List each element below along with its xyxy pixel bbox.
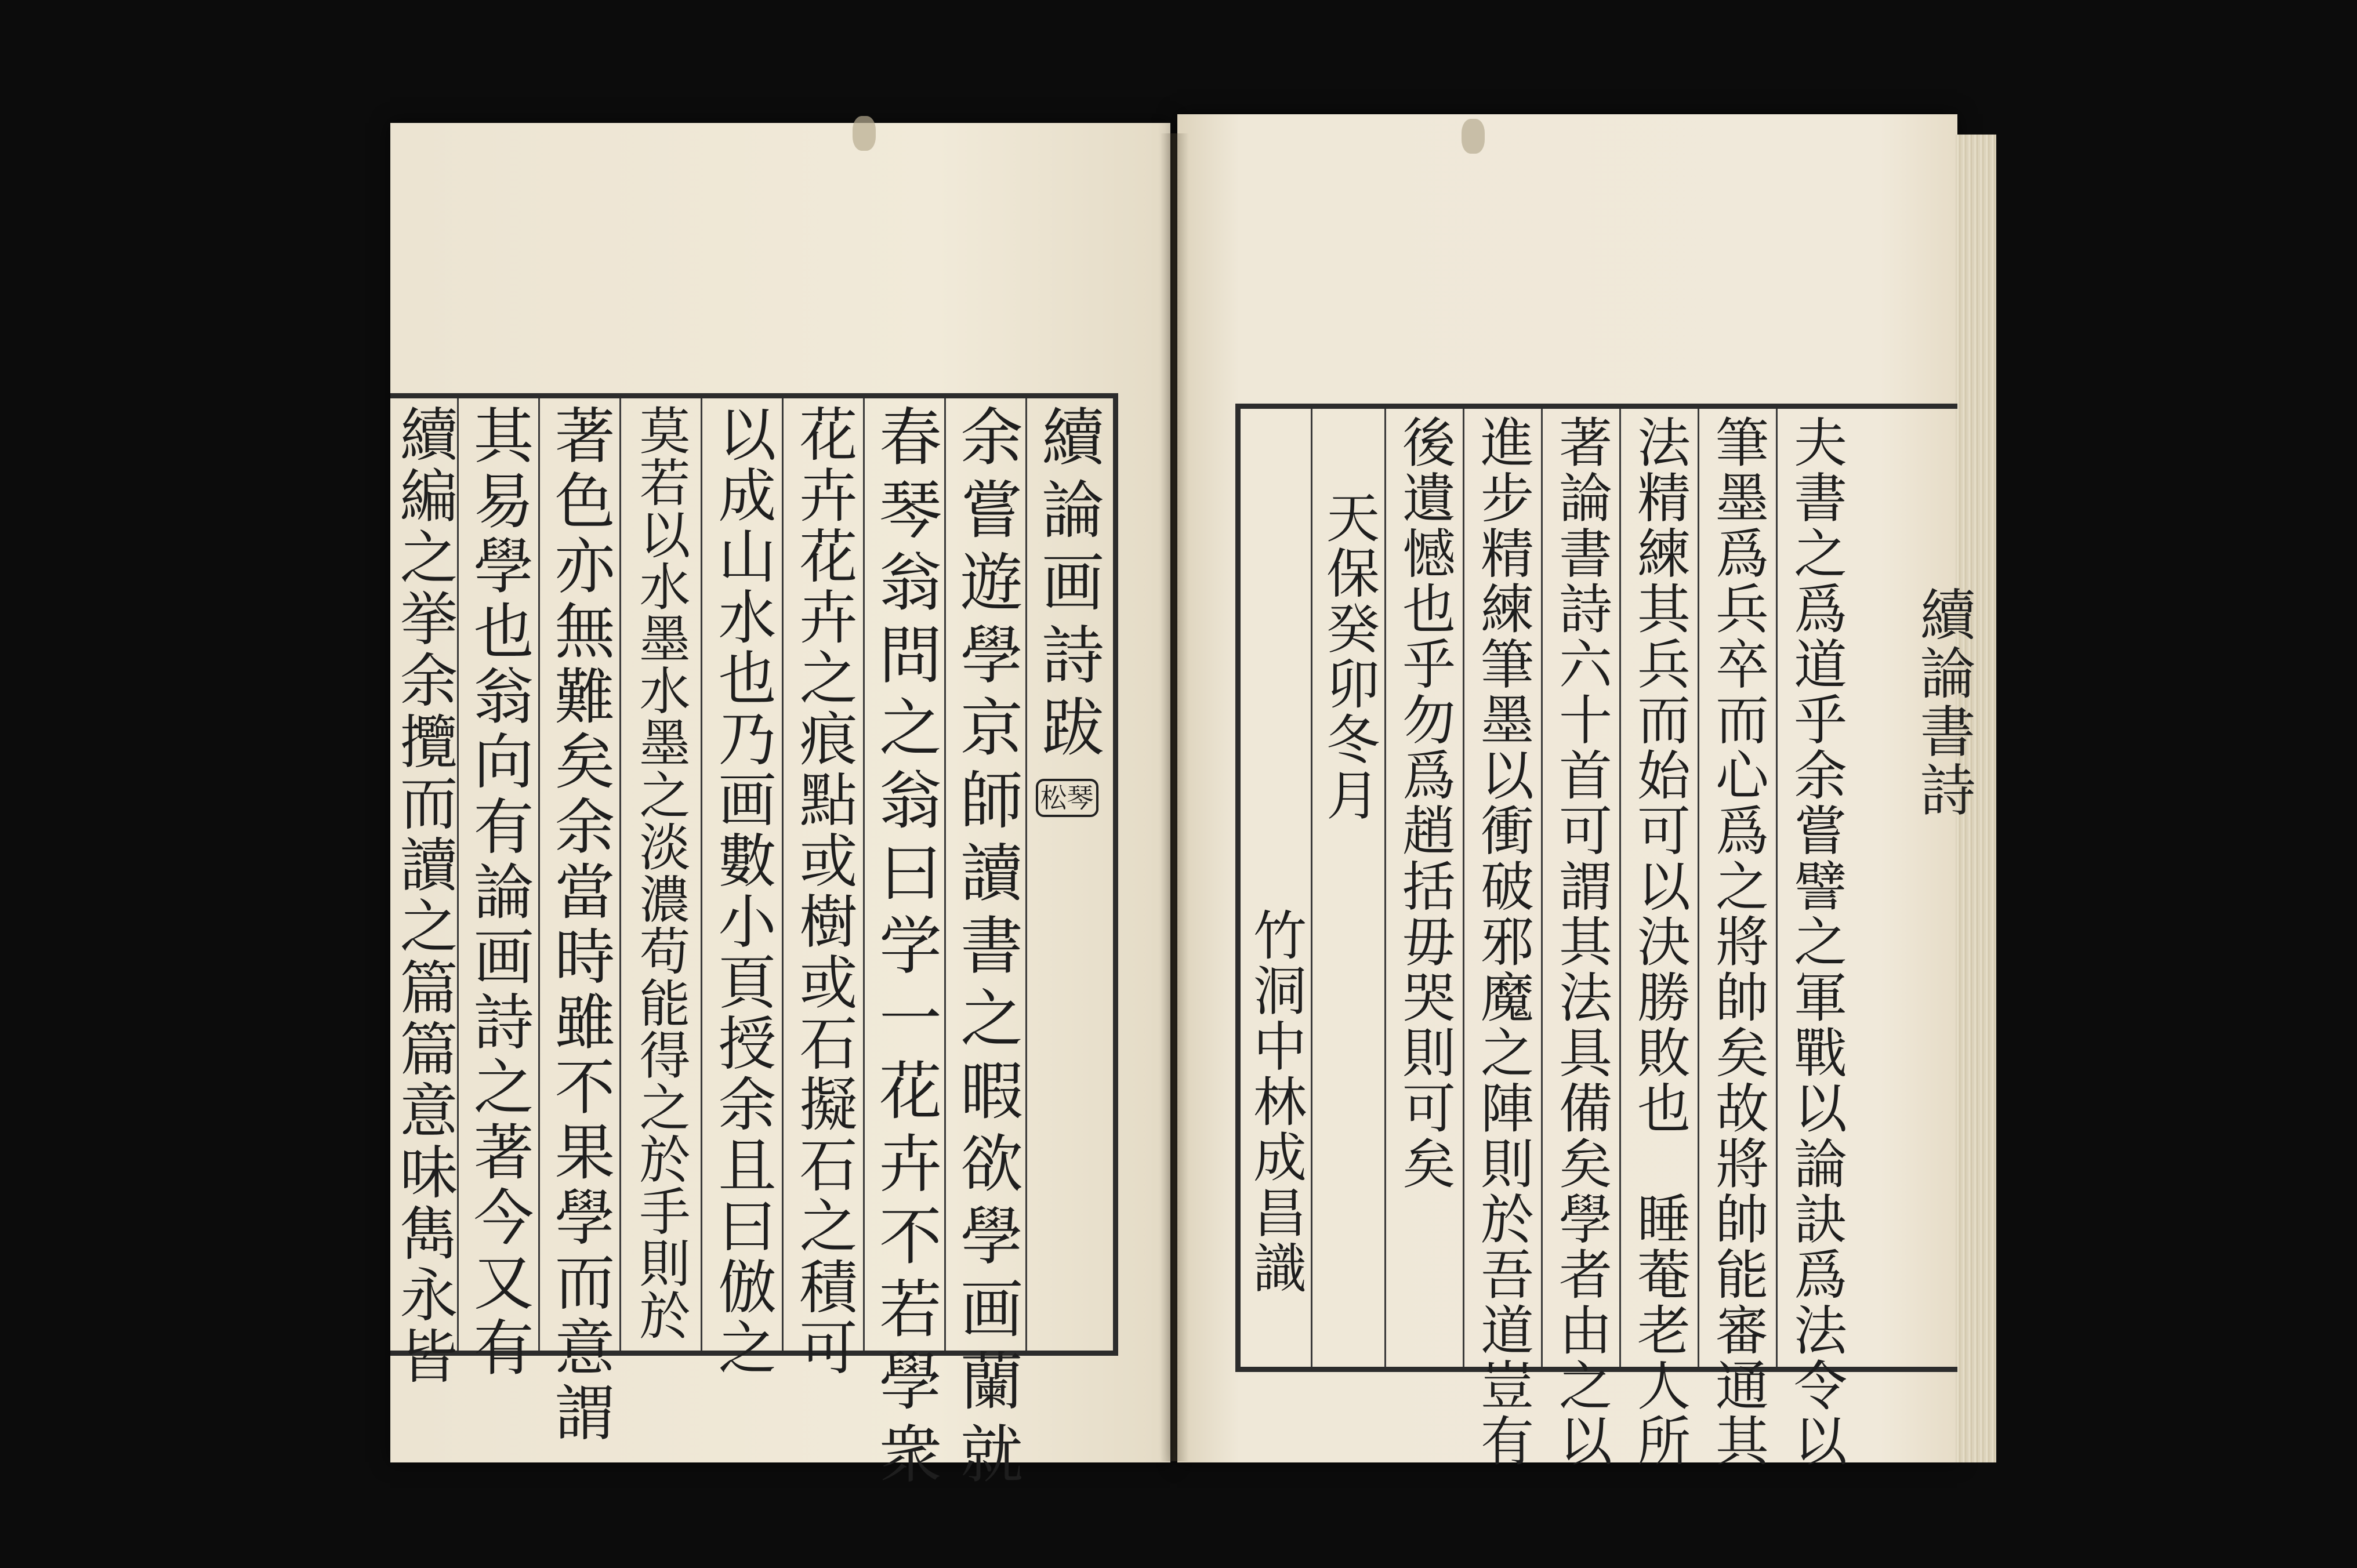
document-title: 續論画詩跋 [1031,404,1104,768]
signature-line: 竹洞中林成昌識 [1245,908,1307,1296]
right-text-column: 進步精練筆墨以衝破邪魔之陣則於吾道豈有 [1463,409,1541,1367]
book-gutter [1160,133,1189,1461]
right-text-column: 夫書之爲道乎余嘗譬之軍戰以論訣爲法令以 [1776,409,1854,1367]
left-text-column: 春琴翁問之翁曰学一花卉不若學衆 [863,398,944,1351]
right-text-column: 著論書詩六十首可謂其法具備矣學者由之以 [1541,409,1619,1367]
date-column [1311,409,1384,1367]
right-text-column: 法精練其兵而始可以決勝敗也 睡菴老人所 [1619,409,1698,1367]
left-text-column: 以成山水也乃画數小頁授余且曰倣之 [701,398,782,1351]
seal-stamp: 松琴 [1036,779,1098,817]
left-text-column: 續編之挙余攬而讀之篇篇意味雋永皆 [390,404,458,1388]
signature-column [1240,409,1311,1367]
date-line: 天保癸卯冬月 [1318,490,1380,823]
left-text-column: 其易學也翁向有論画詩之著今又有 [457,398,538,1351]
fore-edge-title: 續論書詩 [1911,586,1976,820]
left-title-column [1025,398,1107,1351]
worm-hole [1462,119,1485,154]
right-text-column: 筆墨爲兵卒而心爲之將帥矣故將帥能審通其 [1698,409,1776,1367]
left-text-column: 莫若以水墨水墨之淡濃苟能得之於手則於 [619,398,701,1351]
right-text-column: 後遺憾也乎勿爲趙括毋哭則可矣 [1384,409,1463,1367]
left-text-column: 余嘗遊學京師讀書之暇欲學画蘭就 [944,398,1025,1351]
worm-hole [853,116,876,151]
left-text-column: 著色亦無難矣余當時雖不果學而意謂 [538,398,619,1351]
left-text-column: 花卉花卉之痕點或樹或石擬石之積可 [782,398,863,1351]
